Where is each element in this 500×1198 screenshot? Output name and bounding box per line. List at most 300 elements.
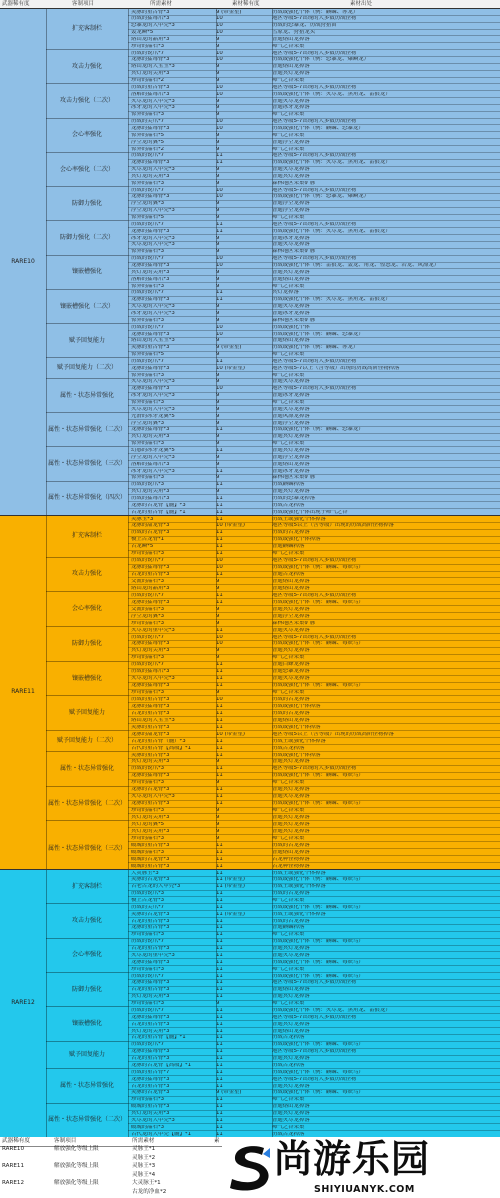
rarity-level-cell: 10 [216, 324, 223, 330]
source-cell: 历战或强化个体掉落 [272, 724, 321, 730]
rarity-label: RARE11 [11, 688, 35, 695]
rarity-level-cell: 9 [216, 112, 220, 118]
table-row [128, 869, 500, 876]
project-label: 攻击力强化 [46, 557, 128, 592]
table-row [128, 571, 500, 578]
rarity-level-cell: 10 (带金星) [216, 365, 245, 371]
material-cell: 惊异的晶石*3 [131, 283, 165, 289]
material-cell: 冰牙龙的大甲壳*3 [131, 235, 175, 241]
source-cell: 普通熔山龙掉落 [272, 849, 310, 855]
rarity-level-cell: 11 (带金星) [216, 911, 245, 917]
table-row [128, 758, 500, 765]
table-row [128, 1020, 500, 1027]
source-cell: 普通浮空龙掉落 [272, 139, 310, 145]
section-divider [0, 8, 500, 9]
source-cell: 普通灭尽龙掉落 [272, 98, 310, 104]
rarity-level-cell: 11 [216, 842, 223, 848]
project-label: 属性・状态异常强化 [46, 378, 128, 412]
material-cell: 浮空龙的翼*5 [131, 139, 165, 145]
material-cell: 破魂的重古骨*3 [131, 1104, 170, 1110]
project-label: 属性・状态异常强化（三次） [46, 446, 128, 480]
project-label: 镶嵌槽强化 [46, 661, 128, 696]
source-cell: 普通灭尽龙掉落 [272, 952, 310, 958]
table-row [128, 104, 500, 111]
rarity-level-cell: 11 [216, 856, 223, 862]
table-row [128, 1096, 500, 1103]
project-label: 属性・状态异常强化（二次） [46, 1103, 128, 1137]
source-cell: 地区等级5-7出现的大多数历战怪物 [272, 358, 357, 364]
rarity-level-cell: 9 [216, 400, 220, 406]
material-cell: 龙脉的猛毒骨*3 [131, 160, 170, 166]
project-label: 赋予回复能力（二次） [46, 357, 128, 378]
rarity-level-cell: 11 [216, 1131, 223, 1137]
material-cell: 龙脉的猛毒骨*3 [131, 263, 170, 268]
rarity-level-cell: 11 [216, 468, 223, 474]
table-row [128, 702, 500, 709]
rarity-level-cell: 9 [216, 208, 220, 214]
column-divider [128, 8, 129, 515]
table-row [128, 890, 500, 897]
rarity-level-cell: 11 [216, 891, 223, 897]
table-row [128, 883, 500, 890]
source-cell: 普通冥灯龙掉落 [272, 434, 310, 440]
material-cell: 龙脉的甜龙骨*3 [131, 731, 170, 737]
table-row [128, 647, 500, 654]
rarity-level-cell: 9 [216, 620, 220, 626]
rarity-level-cell: 11 [216, 932, 223, 938]
rarity-level-cell: 11 [216, 897, 223, 903]
source-cell: 瘴气之谷采集 [272, 690, 305, 696]
unlock-material-cell: 古龙的净血*2 [132, 1188, 167, 1195]
source-cell: 历战或强化个体（例：灭尽龙、黑角龙、雷狼龙） [272, 160, 391, 166]
table-row [128, 392, 500, 399]
source-cell: 历战麒麟掉落 [272, 482, 305, 488]
project-label: 扩充客制栏 [46, 515, 128, 557]
source-cell: 历战或强化个体（例：灭尽龙、黑角龙、雷狼龙） [272, 228, 391, 234]
material-cell: 珍奇的晶石*3 [131, 620, 165, 626]
rarity-level-cell: 9 [216, 317, 220, 323]
table-row [128, 145, 500, 152]
table-row [128, 938, 500, 945]
source-cell: 历战或强化个体（例：麒麟、赤龙） [272, 345, 359, 351]
rarity-level-cell: 10 [216, 696, 223, 702]
source-cell: 地区等级5-7出现的大多数历战怪物 [272, 766, 357, 772]
project-label: 扩充客制栏 [46, 8, 128, 49]
rarity-level-cell: 9 [216, 167, 220, 173]
section-divider [0, 869, 500, 870]
rarity-level-cell: 11 [216, 939, 223, 945]
source-cell: 历战或强化个体（例：雷狼龙、轰龙、角龙、惶怒龙、岩龙、风漂龙） [272, 263, 440, 268]
source-cell: 历战或强化个体（例：麒麟、毒妖鸟） [272, 904, 364, 910]
material-cell: 珍奇的晶石*3 [131, 43, 165, 49]
table-row [128, 70, 500, 77]
project-label: 攻击力强化（二次） [46, 83, 128, 117]
table-row [128, 786, 500, 793]
source-cell: 历战或强化个体（例：麒麟、毒妖鸟） [272, 599, 364, 605]
source-cell: 雪原龙、狩猎龙头 [272, 30, 316, 36]
logo-accent-icon [263, 1148, 270, 1158]
material-cell: 龙脉的猛毒骨*3 [131, 57, 170, 63]
table-row [128, 1013, 500, 1020]
source-cell: 地区等级5-7出现的大多数历战怪物 [272, 592, 357, 598]
rarity-level-cell: 11 [216, 1021, 223, 1027]
rarity-level-cell: 10 [216, 16, 223, 22]
rarity-level-cell: 11 [216, 987, 223, 993]
rarity-level-cell: 11 [216, 530, 223, 536]
rarity-level-cell: 9 [216, 283, 220, 289]
source-cell: 普通熔山龙掉落 [272, 1104, 310, 1110]
project-label: 攻击力强化 [46, 49, 128, 83]
source-cell: 历战或强化个体（例：麒麟、毒妖鸟） [272, 959, 364, 965]
unlock-material-cell: 灵脉王*1 [132, 1146, 156, 1152]
rarity-level-cell: 9 [216, 489, 220, 495]
source-cell: 普通冰牙龙掉落 [272, 468, 310, 474]
rarity-level-cell: 11 [216, 495, 223, 501]
header-rarity: 武器稀有度 [2, 0, 30, 7]
rarity-level-cell: 9 [216, 180, 220, 186]
table-row [128, 661, 500, 668]
table-row [128, 640, 500, 647]
rarity-level-cell: 11 [216, 297, 223, 303]
source-cell: 地区等级5-7以上（含等级）出现的历战高阶怪物掉落 [272, 365, 400, 371]
table-row [128, 813, 500, 820]
table-row [128, 419, 500, 426]
table-row [128, 241, 500, 248]
rarity-level-cell: 9 [216, 413, 220, 419]
table-row [128, 682, 500, 689]
source-cell: 普通冥灯龙掉落 [272, 814, 310, 820]
rarity-level-cell: 9 [216, 98, 220, 104]
source-cell: 普通灭尽龙掉落 [272, 242, 310, 248]
rarity-level-cell: 10 [216, 50, 223, 56]
material-cell: 历战的重古骨*3 [131, 84, 170, 90]
material-cell: 灭尽龙的大甲壳*3 [131, 167, 175, 173]
source-cell: 普通浮空龙掉落 [272, 420, 310, 426]
project-label: 会心率强化 [46, 118, 128, 152]
source-cell: 普通熔山龙掉落 [272, 987, 310, 993]
source-cell: 历战或强化个体（例：灭尽龙、黑角龙、雷狼龙） [272, 1007, 391, 1013]
source-cell: 历战古龙掉落 [272, 1062, 305, 1068]
table-row [128, 118, 500, 125]
table-row [128, 1075, 500, 1082]
rarity-level-cell: 9 [216, 690, 220, 696]
rarity-level-cell: 11 [216, 946, 223, 952]
source-cell: 历战王或强化个体掉落 [272, 870, 326, 876]
material-cell: 光滑的冰牙龙翼*5 [131, 413, 175, 419]
rarity-level-cell: 11 [216, 1035, 223, 1041]
rarity-level-cell: 11 [216, 592, 223, 598]
source-cell: 历战或强化个体（例：麒麟、毒妖鸟） [272, 801, 364, 807]
table-row [128, 633, 500, 640]
material-cell: 龙脉的猛毒骨*3 [131, 331, 170, 337]
rarity-level-cell: 11 [216, 502, 223, 508]
project-label: 属性・状态异常强化（二次） [46, 412, 128, 446]
material-cell: 龙脉的猛毒骨*3 [131, 641, 170, 647]
source-cell: 普通冥灯龙掉落 [272, 606, 310, 612]
table-row [128, 772, 500, 779]
table-row [128, 675, 500, 682]
rarity-level-cell: 9 [216, 648, 220, 654]
unlock-header [0, 1137, 222, 1147]
material-cell: 灵脉的重古骨*3 [131, 9, 170, 15]
column-divider [46, 8, 47, 515]
material-cell: 龙脉的猛毒骨*3 [131, 1049, 170, 1055]
column-divider [272, 8, 273, 515]
material-cell: 惊异的晶石*2 [131, 146, 165, 152]
rarity-level-cell: 9 [216, 821, 220, 827]
material-cell: 浮空龙的翼*3 [131, 201, 165, 207]
material-cell: 熔山龙的大宝玉*3 [131, 717, 175, 723]
rarity-level-cell: 10 (带金星) [216, 731, 245, 737]
material-cell: 龙脉的猛毒骨*3 [131, 599, 170, 605]
source-cell: 历战或强化个体（例：麒麟、恐暴龙） [272, 125, 364, 131]
table-row [128, 15, 500, 22]
rarity-level-cell: 9 [216, 352, 220, 358]
source-cell: 历战古龙掉落 [272, 1035, 305, 1041]
source-cell: 历战王或强化个体掉落 [272, 911, 326, 917]
table-row [128, 159, 500, 166]
rarity-level-cell: 11 [216, 482, 223, 488]
table-row [128, 262, 500, 269]
rarity-level-cell: 11 [216, 904, 223, 910]
material-cell: 龙脉的古龙骨【高级】*1 [131, 1062, 192, 1068]
column-divider [46, 869, 47, 1137]
unlock-rarity-cell: RARE12 [2, 1180, 25, 1186]
project-label: 赋予回复能力（二次） [46, 730, 128, 751]
table-row [128, 924, 500, 931]
source-cell: 历战王或强化个体掉落 [272, 516, 326, 522]
material-cell: 历战的锐爪*7 [131, 358, 165, 364]
material-cell: 惊异的晶石*3 [131, 317, 165, 323]
unlock-project-cell: 解放强化等级上限 [54, 1180, 99, 1186]
rarity-level-cell: 11 [216, 849, 223, 855]
rarity-level-cell: 10 [216, 91, 223, 97]
source-cell: 瘴气之谷采集 [272, 441, 305, 447]
material-cell: 灭尽龙的大甲壳*3 [131, 98, 175, 104]
material-cell: 历战的古龙骨*3 [131, 530, 170, 536]
table-row [128, 29, 500, 36]
source-cell: 普通冥灯龙掉落 [272, 173, 310, 179]
table-row [128, 591, 500, 598]
source-cell: 瘴气之谷采集 [272, 655, 305, 661]
table-row [128, 330, 500, 337]
rarity-level-cell: 9 [216, 475, 220, 481]
table-row [128, 1103, 500, 1110]
table-row [128, 316, 500, 323]
column-divider [216, 8, 217, 515]
source-cell: 历战或强化个体掉落 [272, 752, 321, 758]
table-row [128, 965, 500, 972]
rarity-level-cell: 9 [216, 249, 220, 255]
source-cell: 历战或强化个体掉落 [272, 703, 321, 709]
rarity-level-cell: 10 [216, 187, 223, 193]
source-cell: 地区等级5-7出现的大多数历战怪物 [272, 980, 357, 986]
table-row [128, 1000, 500, 1007]
table-row [128, 800, 500, 807]
material-cell: 冥灯龙的尖角*3 [131, 648, 170, 654]
material-cell: 浮空龙的大甲壳*3 [131, 208, 175, 214]
material-cell: 历战的锐爪*7 [131, 187, 165, 193]
rarity-level-cell: 11 [216, 551, 223, 557]
source-cell: 普通冰牙龙掉落 [272, 393, 310, 399]
rarity-level-cell: 9 [216, 759, 220, 765]
material-cell: 古龙的重古骨（髓）*3 [131, 738, 186, 744]
material-cell: 珍奇的晶石*3 [131, 551, 165, 557]
source-cell: 历战或强化个体出现于瘴气之谷 [272, 509, 348, 515]
table-row [128, 834, 500, 841]
material-cell: 冥灯龙的尖角*3 [131, 828, 170, 834]
table-row [128, 903, 500, 910]
material-cell: 历战的锐爪*7 [131, 50, 165, 56]
table-row [128, 83, 500, 90]
table-row [128, 460, 500, 467]
rarity-level-cell: 9 [216, 36, 220, 42]
material-cell: 惊异的晶石*5 [131, 352, 165, 358]
table-row [128, 131, 500, 138]
source-cell: 普通冥灯龙掉落 [272, 489, 310, 495]
source-cell: 历战或强化个体掉落 [272, 537, 321, 543]
table-row [128, 668, 500, 675]
material-cell: 惊异的晶石*5 [131, 132, 165, 138]
material-cell: 大灵脉玉*3 [131, 870, 159, 876]
material-cell: 极上古龙骨*1 [131, 537, 165, 543]
rarity-level-cell: 11 [216, 703, 223, 709]
source-cell: 普通冰牙龙掉落 [272, 235, 310, 241]
rarity-level-cell: 9 [216, 242, 220, 248]
rarity-level-cell: 11 [216, 724, 223, 730]
project-label: 扩充客制栏 [46, 869, 128, 903]
rarity-level-cell: 11 [216, 1056, 223, 1062]
unlock-material-cell: 灵脉王*4 [132, 1171, 156, 1178]
table-row [128, 1034, 500, 1041]
rarity-level-cell: 9 [216, 215, 220, 221]
rarity-level-cell: 11 [216, 1076, 223, 1082]
table-row [128, 972, 500, 979]
table-row [128, 779, 500, 786]
source-cell: 普通冥灯龙掉落 [272, 648, 310, 654]
material-cell: 龙脉的猛毒骨*3 [131, 959, 170, 965]
material-cell: 古龙鳞*5 [131, 544, 154, 550]
rarity-level-cell: 9 [216, 578, 220, 584]
rarity-level-cell: 9 [216, 105, 220, 111]
material-cell: 龙脉的猛毒骨*3 [131, 1014, 170, 1020]
source-cell: 地区等级5-7出现的大多数历战怪物 [272, 16, 357, 22]
rarity-level-cell: 9 [216, 71, 220, 77]
source-cell: 历战或强化个体（例：麒麟、毒妖鸟） [272, 565, 364, 571]
material-cell: 历战的锐爪*7 [131, 1007, 165, 1013]
table-row [128, 282, 500, 289]
source-cell: 普通浮空龙掉落 [272, 208, 310, 214]
source-cell: 普通冥灯龙掉落 [272, 759, 310, 765]
rarity-level-cell: 10 [216, 84, 223, 90]
table-row [128, 723, 500, 730]
table-row [128, 619, 500, 626]
table-row [128, 958, 500, 965]
unlock-project-cell: 解放强化等级上限 [54, 1146, 99, 1152]
table-row [128, 166, 500, 173]
source-cell: 普通熔山龙掉落 [272, 36, 310, 42]
table-row [128, 765, 500, 772]
source-cell: 普通灭尽龙掉落 [272, 627, 310, 633]
table-row [128, 90, 500, 97]
project-label: 赋予回复能力 [46, 695, 128, 730]
source-cell: 普通冥灯龙掉落 [272, 1111, 310, 1116]
table-row [128, 275, 500, 282]
rarity-level-cell: 11 [216, 863, 223, 869]
material-cell: 龙脉的猛毒骨*3 [131, 980, 170, 986]
rarity-level-cell: 11 [216, 358, 223, 364]
material-cell: 历战的锐爪*7 [131, 256, 165, 262]
source-cell: 瘴气之谷采集 [272, 966, 305, 972]
rarity-level-cell: 10 [216, 125, 223, 131]
source-cell: 瘴气之谷采集 [272, 1124, 305, 1130]
table-row [128, 584, 500, 591]
material-cell: 冥灯龙的尖角*3 [131, 994, 170, 1000]
material-cell: 灭尽龙的大甲壳*3 [131, 304, 175, 310]
source-cell: 历战古龙掉落 [272, 745, 305, 751]
header-quantity: 素材稀有度 [232, 0, 260, 7]
material-cell: 破魂的重古骨*3 [131, 842, 170, 848]
rarity-level-cell: 11 [216, 973, 223, 979]
source-cell: 历战或强化个体（例：麒麟、毒妖鸟） [272, 641, 364, 647]
table-row [128, 186, 500, 193]
project-label: 防御力强化 [46, 972, 128, 1006]
source-cell: 历战或强化个体（例：恐暴龙、爆鳞龙） [272, 57, 370, 63]
source-cell: 地区等级5-7出现的大多数历战怪物 [272, 84, 357, 90]
rarity-level-cell: 11 [216, 925, 223, 931]
table-row [128, 207, 500, 214]
rarity-level-cell: 9 [216, 146, 220, 152]
source-cell: 普通冰牙龙掉落 [272, 310, 310, 316]
source-cell: 普通冥灯龙掉落 [272, 1083, 310, 1089]
source-cell: 森林地区采集矿脉 [272, 180, 316, 186]
source-cell: 普通古龙掉落 [272, 572, 305, 578]
rarity-level-cell: 11 [216, 980, 223, 986]
table-row [128, 1041, 500, 1048]
table-row [128, 364, 500, 371]
material-cell: 浮空龙的大甲壳*3 [131, 454, 175, 460]
table-row [128, 862, 500, 869]
material-cell: 历战的猛毒爪*3 [131, 16, 170, 22]
rarity-level-cell: 11 [216, 599, 223, 605]
table-row [128, 1055, 500, 1062]
material-cell: 惊异的晶石*5 [131, 215, 165, 221]
project-label: 镶嵌槽强化 [46, 255, 128, 289]
table-row [128, 515, 500, 522]
material-cell: 惊异的晶石*3 [131, 180, 165, 186]
project-label: 镶嵌槽强化 [46, 1006, 128, 1040]
rarity-level-cell: 9 (带金星) [216, 9, 242, 15]
rarity-level-cell: 9 [216, 808, 220, 814]
table-row [128, 1027, 500, 1034]
table-row [128, 193, 500, 200]
project-label: 会心率强化 [46, 591, 128, 626]
material-cell: 珍奇的晶石*3 [131, 966, 165, 972]
material-cell: 灵脉的古龙骨*3 [131, 877, 170, 883]
source-cell: 森林地区采集矿脉 [272, 620, 316, 626]
column-divider [128, 869, 129, 1137]
rarity-level-cell: 11 [216, 544, 223, 550]
rarity-level-cell: 11 [216, 787, 223, 793]
table-row [128, 1082, 500, 1089]
material-cell: 历战的锐爪*3 [131, 482, 165, 488]
source-cell: 普通浮空龙掉落 [272, 201, 310, 207]
source-cell: 瘴气之谷采集 [272, 780, 305, 786]
material-cell: 历战的锐爪*7 [131, 634, 165, 640]
source-cell: 历战或强化个体（例：麒麟、赤龙） [272, 9, 359, 15]
material-cell: 熔山龙的晶角*3 [131, 585, 170, 591]
project-label: 防御力强化（二次） [46, 220, 128, 254]
